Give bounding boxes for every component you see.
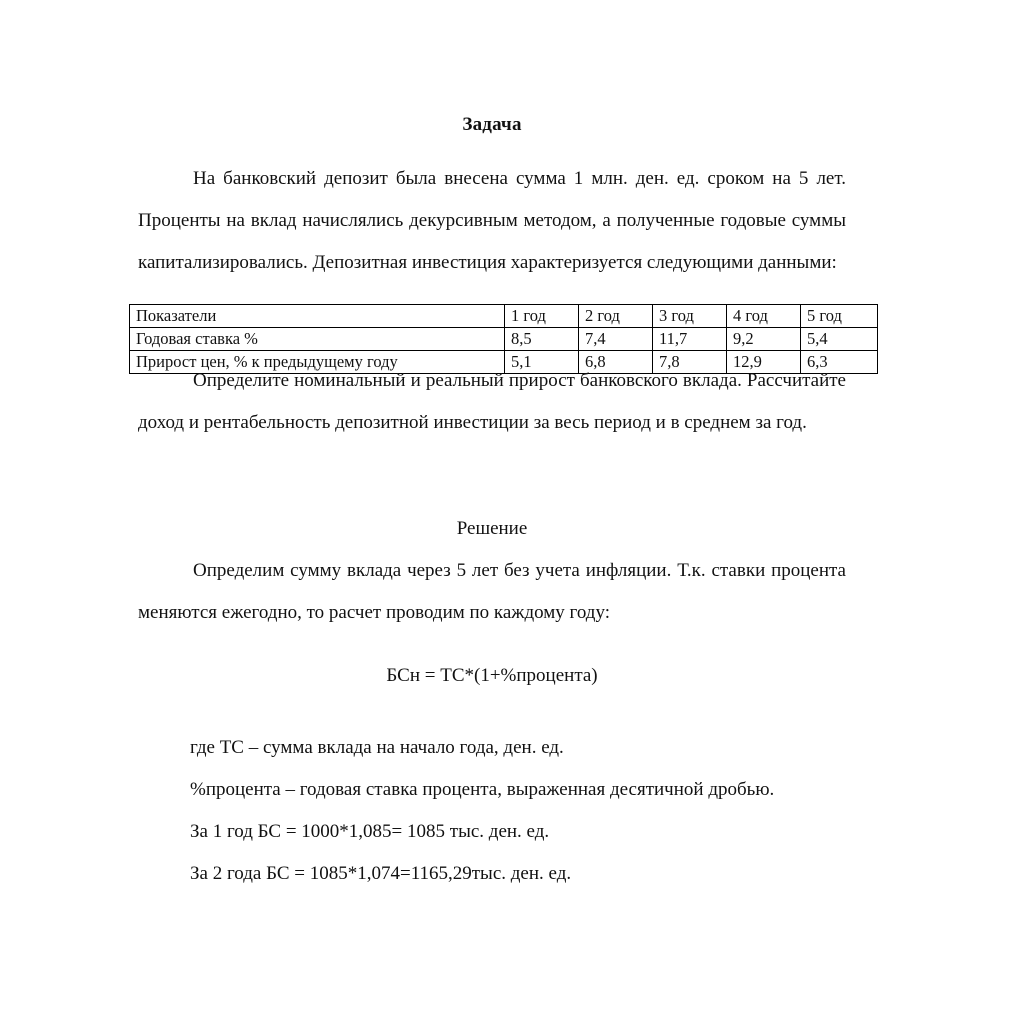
table-header-cell-year-3: 3 год [653,305,727,328]
table-header-row [130,305,878,328]
definition-line-percent: %процента – годовая ставка процента, выраженная десятичной дробью. [190,779,775,800]
formula-line: БСн = ТС*(1+%процента) [386,665,598,686]
spacer [138,146,846,158]
calculation-line-year-2: За 2 года БС = 1085*1,074=1165,29тыс. ден. ед. [190,863,572,884]
table-cell-value: 8,5 [505,328,579,351]
table-header-cell-year-2: 2 год [579,305,653,328]
table-header-cell-label: Показатели [130,305,505,328]
table-cell-value: 5,1 [505,351,579,374]
table-cell-value: 7,8 [653,351,727,374]
table-cell-value: 9,2 [727,328,801,351]
definitions-section [138,727,846,895]
table-row [130,328,878,351]
page-title: Задача [462,114,522,135]
table-cell-row-label: Годовая ставка % [130,328,505,351]
calculation-line-year-1: За 1 год БС = 1000*1,085= 1085 тыс. ден. ед. [190,821,550,842]
solution-paragraph-1: Определим сумму вклада через 5 лет без учета инфляции. Т.к. ставки процента меняются ежегодно, то расчет проводим по каждому году: [138,560,846,623]
solution-title: Решение [456,518,528,539]
table-cell-row-label: Прирост цен, % к предыдущему году [130,351,505,374]
table-cell-value: 5,4 [801,328,878,351]
table-cell-value: 7,4 [579,328,653,351]
problem-question-section [138,360,846,444]
table-cell-value: 6,8 [579,351,653,374]
table-cell-value: 12,9 [727,351,801,374]
solution-section [138,508,846,634]
table-cell-value: 6,3 [801,351,878,374]
problem-paragraph-2: Определите номинальный и реальный прирост банковского вклада. Рассчитайте доход и рентабельность депозитной инвестиции за весь период и в среднем за год. [138,370,846,433]
table-header-cell-year-5: 5 год [801,305,878,328]
problem-paragraph-1: На банковский депозит была внесена сумма 1 млн. ден. ед. сроком на 5 лет. Проценты на вклад начислялись декурсивным методом, а полученные годовые суммы капитализировались. Депозитная инвестиция характеризуется следующими данными: [138,168,846,273]
table-header-cell-year-1: 1 год [505,305,579,328]
formula-section [138,655,846,697]
problem-section [138,104,846,284]
table-cell-value: 11,7 [653,328,727,351]
table-header-cell-year-4: 4 год [727,305,801,328]
definition-line-tc: где ТС – сумма вклада на начало года, ден. ед. [190,737,564,758]
